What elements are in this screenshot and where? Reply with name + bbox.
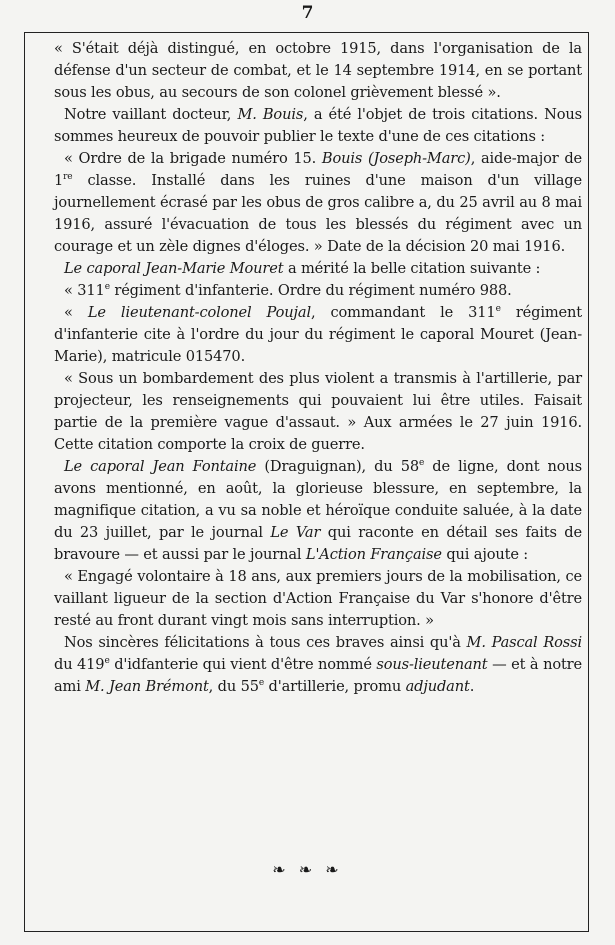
text: qui ajoute : (441, 546, 529, 563)
paragraph-citation-bouis-quote (54, 38, 582, 104)
text: d'artillerie, promu (264, 678, 406, 695)
person-name: M. Bouis (237, 106, 304, 123)
text: . (469, 678, 475, 695)
text: d'idfanterie qui vient d'être nommé (109, 656, 377, 673)
rank: adjudant (405, 678, 470, 695)
superscript: e (495, 304, 501, 315)
superscript: e (418, 458, 425, 469)
paragraph-mouret-regiment (54, 280, 582, 302)
newspaper-name: Le Var (270, 524, 321, 541)
person-name: Bouis (Joseph-Marc) (321, 150, 471, 167)
person-name: Le caporal Jean Fontaine (64, 458, 257, 475)
text: Nos sincères félicitations à tous ces braves ainsi qu'à (64, 634, 467, 651)
text: régiment d'infanterie. Ordre du régiment numéro 988. (109, 282, 512, 299)
text: , commandant le 311 (310, 304, 496, 321)
newspaper-name: L'Action Française (305, 546, 442, 563)
ornament-divider: ❧ ❧ ❧ (272, 860, 343, 879)
text: du 419 (54, 656, 105, 673)
paragraph-mouret-intro (54, 258, 582, 280)
text: « Ordre de la brigade numéro 15. (64, 150, 322, 167)
text: (Draguignan), du 58 (256, 458, 419, 475)
superscript: e (258, 678, 265, 689)
superscript: re (63, 172, 73, 183)
text: « S'était déjà distingué, en octobre 1915, dans l'organisation de la défense d'un secteur de combat, et le 14 septembre 1914, en se portant sous les obus, au secours de son colonel grièvement blessé ». (54, 40, 582, 101)
rank: sous-lieutenant (376, 656, 488, 673)
text: classe. Installé dans les ruines d'une maison d'un village journellement écrasé par les obus de gros calibre a, du 25 avril au 8 mai 1916, assuré l'évacuation de tous les blessés du régiment avec un courage et un zèle dignes d'éloges. » Date de la décision 20 mai 1916. (54, 172, 582, 255)
paragraph-fontaine-quote (54, 566, 582, 632)
text: , du 55 (208, 678, 259, 695)
person-name: Le caporal Jean-Marie Mouret (64, 260, 284, 277)
text: « 311 (64, 282, 105, 299)
page-number: 7 (301, 3, 314, 23)
text: qui raconte en détail ses faits de bravoure — et aussi par le journal (54, 524, 582, 563)
person-name: Le lieutenant-colonel Poujal (87, 304, 311, 321)
superscript: e (104, 282, 110, 293)
text: a mérité la belle citation suivante : (283, 260, 541, 277)
text: , a été l'objet de trois citations. Nous sommes heureux de pouvoir publier le texte d'une de ces citations : (54, 106, 582, 145)
paragraph-mouret-citation (54, 368, 582, 456)
person-name: M. Pascal Rossi (466, 634, 583, 651)
text: , aide-major de 1 (54, 150, 582, 189)
text: « Engagé volontaire à 18 ans, aux premiers jours de la mobilisation, ce vaillant ligueur de la section d'Action Française du Var s'honore d'être resté au front durant vingt mois sans interruption. » (54, 568, 582, 629)
paragraph-bouis-citation (54, 148, 582, 258)
text: « Sous un bombardement des plus violent a transmis à l'artillerie, par projecteur, les renseignements qui pouvaient lui être utiles. Faisait partie de la première vague d'assaut. » Aux armées le 27 juin 1916. Cette citation comporte la croix de guerre. (54, 370, 582, 453)
paragraph-bouis-intro (54, 104, 582, 148)
text: de ligne, dont nous avons mentionné, en août, la glorieuse blessure, en septembre, la magnifique citation, a vu sa noble et héroïque conduite saluée, à la date du 23 juillet, par le journal (54, 458, 583, 541)
paragraph-congratulations (54, 632, 582, 698)
paragraph-fontaine (54, 456, 582, 566)
text: régiment d'infanterie cite à l'ordre du jour du régiment le caporal Mouret (Jean-Marie), matricule 015470. (54, 304, 582, 365)
superscript: e (104, 656, 110, 667)
text: Notre vaillant docteur, (64, 106, 238, 123)
paragraph-mouret-order (54, 302, 582, 368)
article-body (54, 38, 582, 698)
text: — et à notre ami (54, 656, 582, 695)
text: « (64, 304, 88, 321)
person-name: M. Jean Brémont (85, 678, 209, 695)
